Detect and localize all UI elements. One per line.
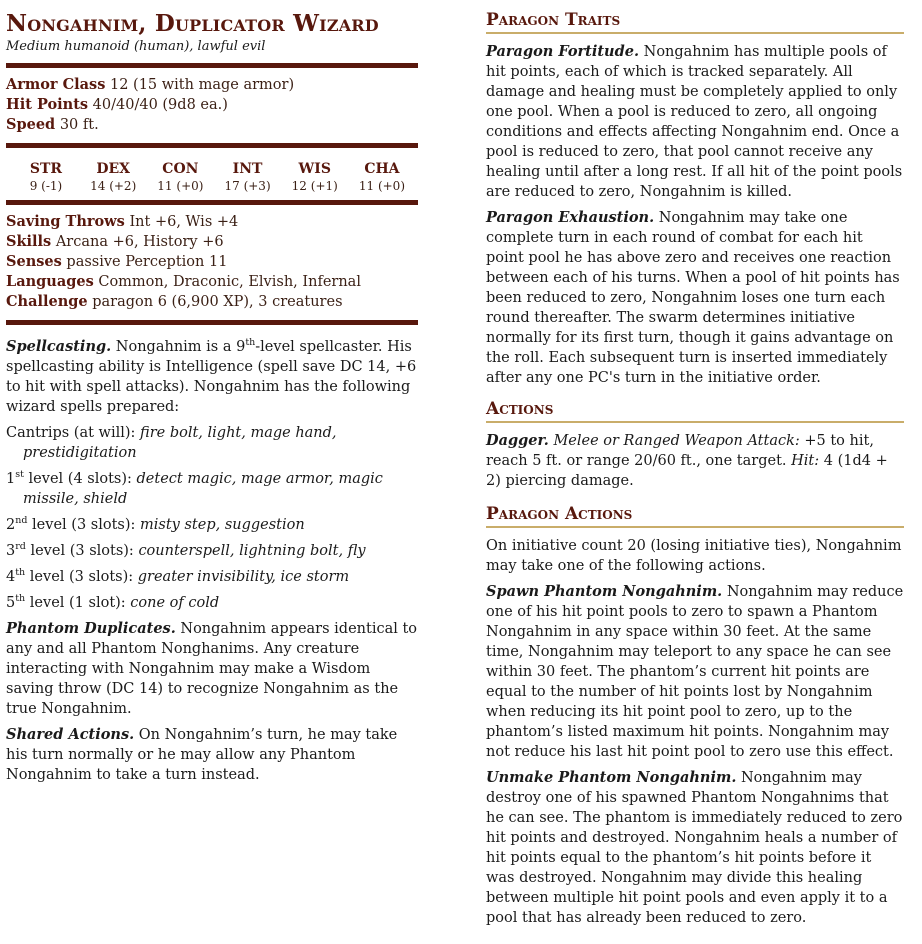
divider — [6, 143, 418, 148]
trait-paragon-fortitude: Paragon Fortitude. Nongahnim has multiple pools of hit points, each of which is tracked separately. All damage and healing must be completely applied to only one pool. When a pool is reduced to zero, all ongoing conditions and effects affecting Nongahnim end. Once a pool is reduced to zero, that pool cannot receive any healing until after a long rest. If all hit of the point pools are reduced to zero, Nongahnim is killed. — [486, 43, 903, 200]
spell-list-2nd: 2nd level (3 slots): misty step, suggestion — [6, 515, 305, 533]
trait-paragon-exhaustion: Paragon Exhaustion. Nongahnim may take one complete turn in each round of combat for each hit point pool he has above zero and receives one reaction between each of his turns. When a pool of hit points has been reduced to zero, Nongahnim loses one turn each round thereafter. The swarm determines initiative normally for its first turn, though it gains advantage on the roll. Each subsequent turn is inserted immediately after any one PC's turn in the initiative order. — [486, 209, 900, 386]
trait-phantom-duplicates: Phantom Duplicates. Nongahnim appears identical to any and all Phantom Nonghanims. Any creature interacting with Nongahnim may make a Wisdom saving throw (DC 14) to recognize Nongahnim as the true Nongahnim. — [6, 620, 418, 717]
armor-class: Armor Class 12 (15 with mage armor) — [6, 76, 295, 93]
creature-name: Nongahnim, Duplicator Wizard — [6, 10, 379, 37]
saving-throws: Saving Throws Int +6, Wis +4 — [6, 213, 239, 230]
action-dagger: Dagger. Melee or Ranged Weapon Attack: +5 to hit, reach 5 ft. or range 20/60 ft., one target. Hit: 4 (1d4 + 2) piercing damage. — [486, 432, 888, 489]
stat-block-right-column — [486, 0, 904, 934]
challenge: Challenge paragon 6 (6,900 XP), 3 creatures — [6, 293, 343, 310]
section-actions: Actions — [486, 398, 904, 423]
languages: Languages Common, Draconic, Elvish, Infernal — [6, 273, 361, 290]
skills: Skills Arcana +6, History +6 — [6, 233, 224, 250]
spell-list-5th: 5th level (1 slot): cone of cold — [6, 593, 220, 611]
action-unmake-phantom: Unmake Phantom Nongahnim. Nongahnim may destroy one of his spawned Phantom Nongahnims that he can see. The phantom is immediately reduced to zero hit points and destroyed. Nongahnim heals a number of hit points equal to the phantom’s hit points before it was destroyed. Nongahnim may divide this healing between multiple hit point pools and even apply it to a pool that has already been reduced to zero. — [486, 769, 903, 926]
ability-cha: CHA 11 (+0) — [358, 161, 405, 193]
ability-scores — [6, 155, 418, 198]
divider — [6, 320, 418, 325]
divider — [6, 200, 418, 205]
spell-list-1st: 1st level (4 slots): detect magic, mage armor, magic missile, shield — [6, 469, 383, 507]
trait-shared-actions: Shared Actions. On Nongahnim’s turn, he may take his turn normally or he may allow any Phantom Nongahnim to take a turn instead. — [6, 726, 398, 783]
spell-list-cantrips: Cantrips (at will): fire bolt, light, mage hand, prestidigitation — [6, 425, 337, 461]
action-spawn-phantom: Spawn Phantom Nongahnim. Nongahnim may reduce one of his hit point pools to zero to spawn a Phantom Nongahnim in any space within 30 feet. At the same time, Nongahnim may teleport to any space he can see within 30 feet. The phantom’s current hit points are equal to the number of hit points lost by Nongahnim when reducing its hit point pool to zero, up to the phantom’s listed maximum hit points. Nongahnim may not reduce his last hit point pool to zero use this effect. — [486, 583, 904, 760]
ability-int: INT 17 (+3) — [224, 161, 271, 193]
speed: Speed 30 ft. — [6, 116, 99, 133]
spell-list-3rd: 3rd level (3 slots): counterspell, lightning bolt, fly — [6, 541, 366, 559]
spell-list-4th: 4th level (3 slots): greater invisibility, ice storm — [6, 567, 350, 585]
hit-points: Hit Points 40/40/40 (9d8 ea.) — [6, 96, 228, 113]
ability-str: STR 9 (-1) — [29, 161, 63, 193]
senses: Senses passive Perception 11 — [6, 253, 228, 270]
section-paragon-traits: Paragon Traits — [486, 9, 904, 34]
divider — [6, 63, 418, 68]
ability-dex: DEX 14 (+2) — [90, 161, 137, 193]
ability-con: CON 11 (+0) — [157, 161, 204, 193]
trait-spellcasting: Spellcasting. Nongahnim is a 9th-level spellcaster. His spellcasting ability is Intelligence (spell save DC 14, +6 to hit with spell attacks). Nongahnim has the following wizard spells prepared: — [6, 337, 417, 415]
section-paragon-actions: Paragon Actions — [486, 503, 904, 528]
creature-type: Medium humanoid (human), lawful evil — [6, 39, 266, 54]
paragon-actions-intro: On initiative count 20 (losing initiative ties), Nongahnim may take one of the following actions. — [486, 538, 902, 574]
ability-wis: WIS 12 (+1) — [291, 161, 338, 193]
stat-block-left-column — [6, 0, 418, 791]
